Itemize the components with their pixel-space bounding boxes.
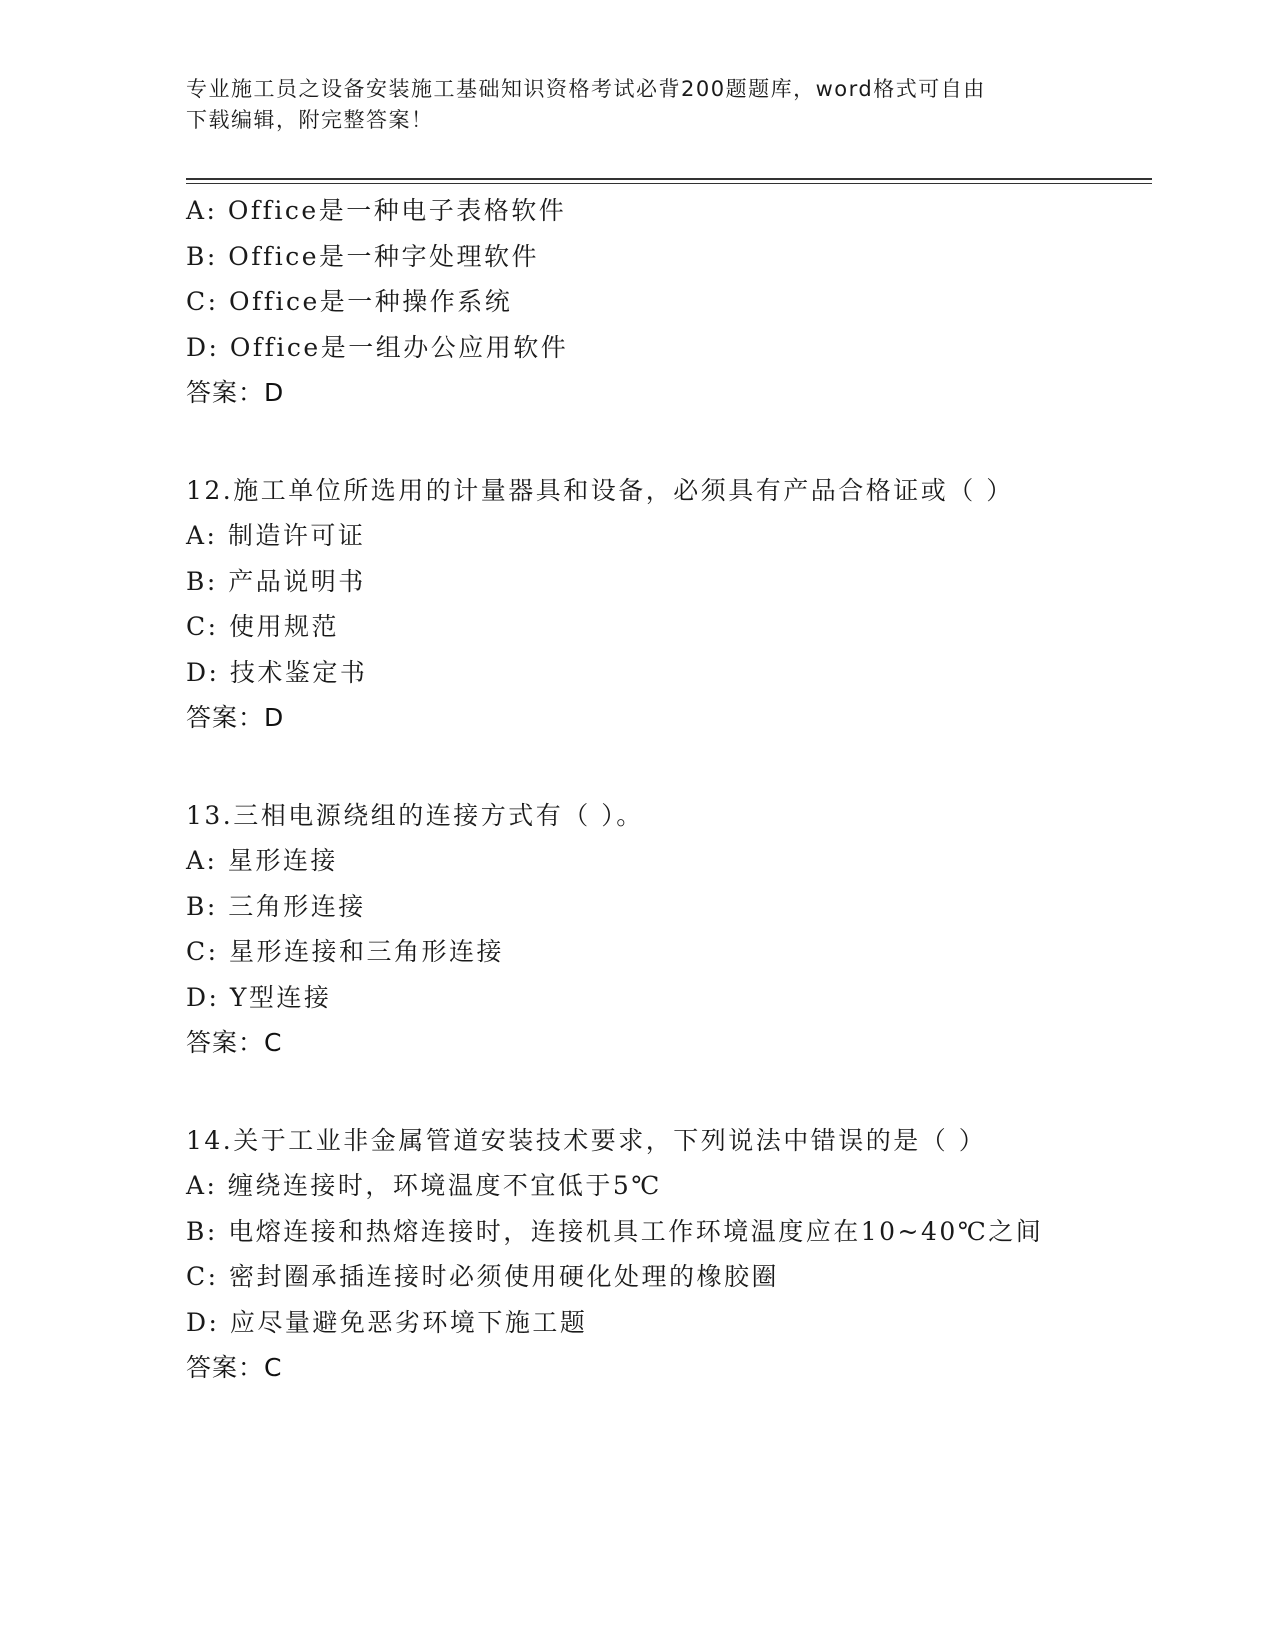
question-stem: 12.施工单位所选用的计量器具和设备，必须具有产品合格证或（ ） <box>186 475 1014 505</box>
document-header <box>186 74 1066 136</box>
answer-line: 答案：D <box>186 378 285 407</box>
option-a: A: 制造许可证 <box>186 521 366 550</box>
answer-line: 答案：C <box>186 1028 283 1057</box>
option-b: B: 产品说明书 <box>186 566 366 596</box>
header-divider-thin <box>186 183 1152 184</box>
answer-line: 答案：D <box>186 703 285 732</box>
question-14 <box>186 1118 1152 1391</box>
header-divider-thick <box>186 178 1152 180</box>
header-line-1: 专业施工员之设备安装施工基础知识资格考试必背200题题库，word格式可自由 <box>186 77 986 101</box>
option-a: A: Office是一种电子表格软件 <box>186 196 567 225</box>
question-11 <box>186 188 1152 416</box>
option-a: A: 缠绕连接时，环境温度不宜低于5℃ <box>186 1171 662 1200</box>
question-stem: 13.三相电源绕组的连接方式有（ ）。 <box>186 800 644 830</box>
option-b: B: Office是一种字处理软件 <box>186 241 540 271</box>
question-12 <box>186 468 1152 741</box>
question-13 <box>186 793 1152 1066</box>
option-d: D: Office是一组办公应用软件 <box>186 332 569 362</box>
option-d: D: 应尽量避免恶劣环境下施工题 <box>186 1307 588 1337</box>
question-list <box>186 188 1152 1443</box>
option-c: C: 密封圈承插连接时必须使用硬化处理的橡胶圈 <box>186 1262 779 1291</box>
option-d: D: Y型连接 <box>186 982 332 1012</box>
header-line-2: 下载编辑，附完整答案！ <box>186 108 434 132</box>
option-c: C: 使用规范 <box>186 612 339 641</box>
option-c: C: 星形连接和三角形连接 <box>186 937 504 966</box>
option-d: D: 技术鉴定书 <box>186 657 368 687</box>
option-c: C: Office是一种操作系统 <box>186 287 513 316</box>
answer-line: 答案：C <box>186 1353 283 1382</box>
option-b: B: 电熔连接和热熔连接时，连接机具工作环境温度应在10~40℃之间 <box>186 1216 1044 1246</box>
question-stem: 14.关于工业非金属管道安装技术要求，下列说法中错误的是（ ） <box>186 1125 987 1155</box>
option-b: B: 三角形连接 <box>186 891 366 921</box>
option-a: A: 星形连接 <box>186 846 338 875</box>
